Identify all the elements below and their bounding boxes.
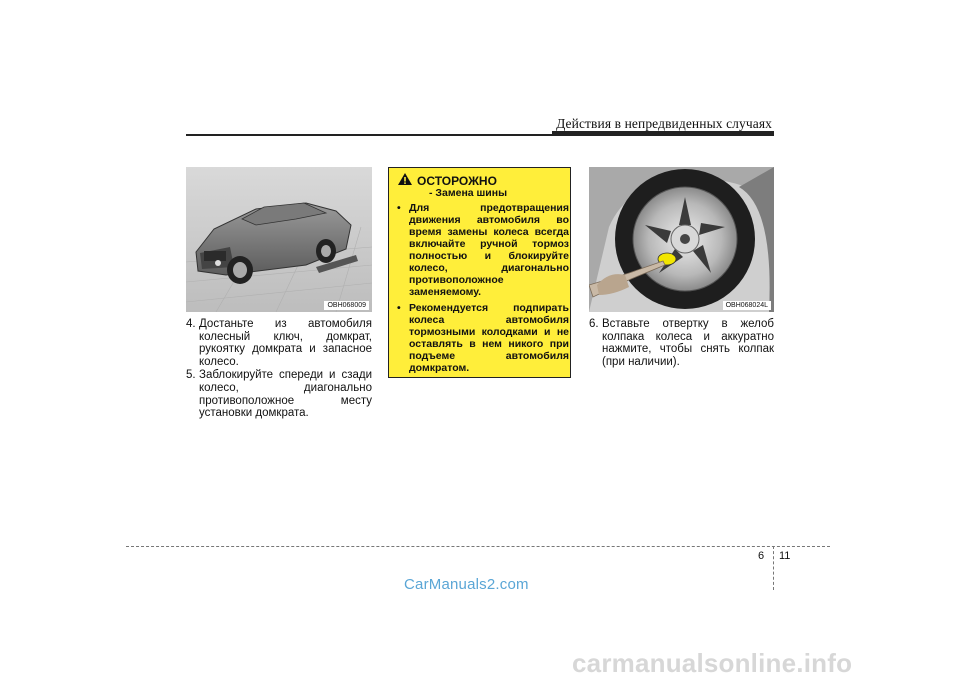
- footer-divider: [126, 546, 830, 547]
- site-watermark[interactable]: CarManuals2.com: [404, 576, 529, 593]
- page-number: 11: [779, 550, 791, 562]
- step-text: Вставьте отвертку в желоб колпака колеса и аккуратно нажмите, чтобы снять колпак (при наличии).: [602, 318, 774, 368]
- header-rule: [186, 134, 552, 136]
- left-steps: [186, 318, 372, 421]
- step-number: 4.: [186, 318, 196, 330]
- page-number-separator: [773, 546, 774, 590]
- warning-subtitle: - Замена шины: [429, 187, 508, 199]
- bottom-watermark: carmanualsonline.info: [572, 648, 853, 678]
- warning-box: [388, 167, 571, 378]
- chapter-number: 6: [758, 550, 765, 562]
- figure-code: OBH068009: [324, 301, 369, 310]
- warning-item-text: Рекомендуется подпирать колеса автомобиля тормозными колодками и не оставлять в нем никого при подъеме автомобиля домкратом.: [409, 302, 569, 374]
- warning-item: [397, 302, 569, 374]
- warning-triangle-icon: [397, 172, 413, 186]
- wheel-photo: [589, 167, 774, 312]
- step-5: [186, 369, 372, 419]
- header-rule-thick: [552, 131, 774, 136]
- step-4: [186, 318, 372, 368]
- warning-item: [397, 202, 569, 298]
- warning-list: [397, 202, 569, 378]
- step-number: 5.: [186, 369, 196, 382]
- warning-item-text: Для предотвращения движения автомобиля во время замены колеса всегда включайте ручной тормоз полностью и блокируйте колесо, диагонально противоположное заменяемому.: [409, 202, 569, 298]
- step-text: Достаньте из автомобиля колесный ключ, домкрат, рукоятку домкрата и запасное колесо.: [199, 318, 372, 368]
- wheel-illustration: [589, 167, 774, 312]
- warning-title: ОСТОРОЖНО: [417, 174, 497, 188]
- bullet: •: [397, 302, 401, 314]
- right-steps: [589, 318, 774, 369]
- figure-code: OBH068024L: [723, 301, 771, 310]
- car-jack-photo: [186, 167, 372, 312]
- bullet: •: [397, 202, 401, 214]
- car-illustration: [186, 167, 372, 312]
- step-text: Заблокируйте спереди и сзади колесо, диагонально противоположное месту установки домкрата.: [199, 369, 372, 420]
- step-6: [589, 318, 774, 368]
- section-title: Действия в непредвиденных случаях: [556, 116, 772, 131]
- step-number: 6.: [589, 318, 599, 330]
